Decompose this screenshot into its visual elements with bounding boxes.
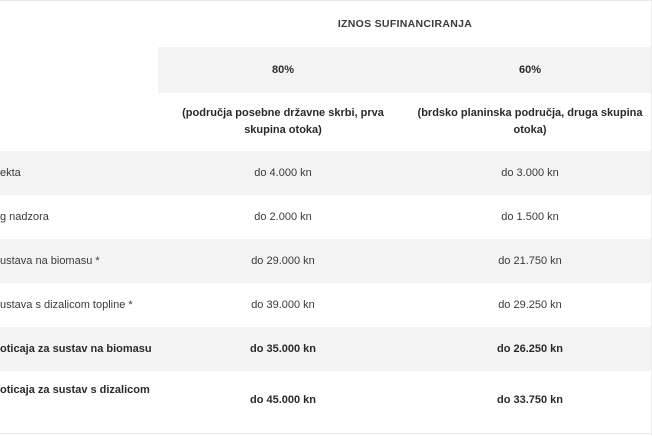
table-row — [0, 195, 652, 239]
table-row — [0, 327, 652, 371]
table-bottom-border — [0, 433, 652, 434]
header-title-text: IZNOS SUFINANCIRANJA — [337, 17, 473, 30]
row-value-60 — [408, 371, 652, 433]
row-label-text: oticaja za sustav na biomasu — [0, 342, 152, 355]
row-label — [0, 151, 158, 195]
row-label-text: ustava na biomasu * — [0, 254, 100, 267]
note-empty-cell — [0, 93, 158, 151]
value-80-text: do 39.000 kn — [251, 298, 315, 311]
row-value-60 — [408, 327, 652, 371]
value-60-text: do 3.000 kn — [501, 166, 559, 179]
value-80-text: do 2.000 kn — [254, 210, 312, 223]
table-header-note-row — [0, 93, 652, 151]
value-80-text: do 29.000 kn — [251, 254, 315, 267]
table-row — [0, 151, 652, 195]
header-note-col1 — [158, 93, 408, 151]
table-header-title-row — [0, 1, 652, 47]
row-label — [0, 371, 158, 433]
table-row — [0, 371, 652, 433]
row-value-60 — [408, 195, 652, 239]
row-value-80 — [158, 151, 408, 195]
row-value-80 — [158, 327, 408, 371]
value-60-text: do 21.750 kn — [498, 254, 562, 267]
row-value-80 — [158, 195, 408, 239]
table-row — [0, 239, 652, 283]
row-value-60 — [408, 151, 652, 195]
row-label — [0, 283, 158, 327]
row-value-60 — [408, 283, 652, 327]
row-label-text: ustava s dizalicom topline * — [0, 298, 133, 311]
row-value-80 — [158, 239, 408, 283]
row-value-80 — [158, 283, 408, 327]
header-percent-80 — [158, 47, 408, 93]
value-60-text: do 29.250 kn — [498, 298, 562, 311]
header-empty-cell — [0, 1, 158, 47]
value-60-text: do 26.250 kn — [496, 342, 564, 355]
note-col2-text: (brdsko planinska područja, druga skupina otoka) — [417, 107, 643, 136]
row-value-80 — [158, 371, 408, 433]
header-percent-60 — [408, 47, 652, 93]
percent-80-text: 80% — [271, 63, 295, 76]
table-header-percent-row — [158, 47, 652, 93]
header-note-col2 — [408, 93, 652, 151]
percent-60-text: 60% — [518, 63, 542, 76]
row-label-text: g nadzora — [0, 210, 49, 223]
value-80-text: do 45.000 kn — [249, 394, 317, 406]
row-label — [0, 327, 158, 371]
value-80-text: do 35.000 kn — [249, 342, 317, 355]
row-label — [0, 195, 158, 239]
value-80-text: do 4.000 kn — [254, 166, 312, 179]
row-label-text: ekta — [0, 166, 21, 179]
row-label — [0, 239, 158, 283]
value-60-text: do 33.750 kn — [496, 394, 564, 406]
row-value-60 — [408, 239, 652, 283]
note-col1-text: (područja posebne državne skrbi, prva skupina otoka) — [182, 107, 384, 136]
table-header-title — [158, 1, 652, 47]
row-label-text: oticaja za sustav s dizalicom — [0, 384, 150, 396]
value-60-text: do 1.500 kn — [501, 210, 559, 223]
table-row — [0, 283, 652, 327]
